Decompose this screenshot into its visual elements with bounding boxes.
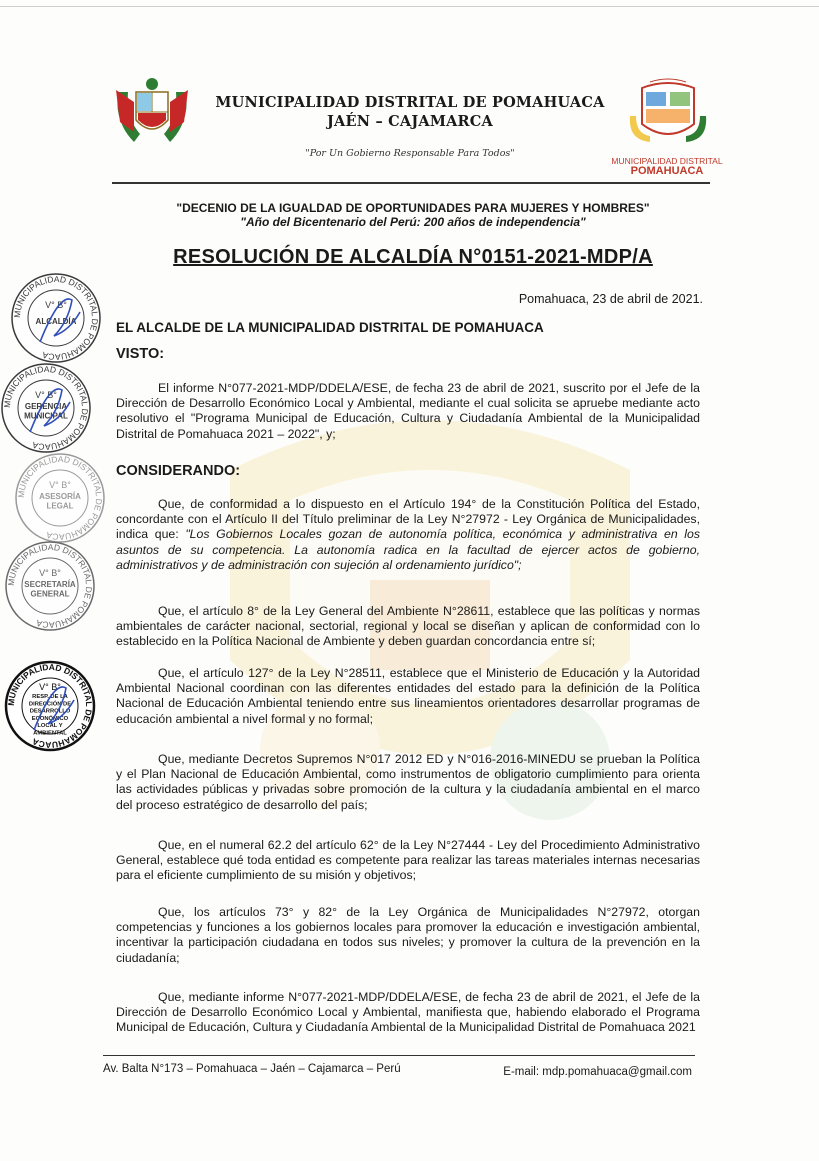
p3-text: Que, el artículo 127° de la Ley N°28511, establece que el Ministerio de Educación y la Autoridad Ambiental Nacional coordinan con las diferentes entidades del estado para la definición de la Política Nacional de Educación Ambiental teniendo entre sus lineamientos orientadores desarrollar programas de educación ambiental a nivel formal y no formal; <box>116 666 700 726</box>
stamp-role-text: LEGAL <box>46 501 74 511</box>
stamp-role-text: DIRECCIÓN DE <box>28 701 72 708</box>
municipal-logo-label <box>598 156 736 176</box>
stamp-role-text: ECONÓMICO <box>31 715 69 722</box>
p4-text: Que, mediante Decretos Supremos N°017 2012 ED y N°016-2016-MINEDU se prueban la Política y el Plan Nacional de Educación Ambiental, como instrumentos de obligatorio cumplimiento para orienta las actividades públicas y privadas sobre promoción de la cultura y la ciudadanía ambiental en el marco del proceso estratégico de desarrollo del país; <box>116 752 700 812</box>
stamp-arc-text: MUNICIPALIDAD DISTRITAL DE POMAHUACA <box>15 453 105 543</box>
resolution-title: RESOLUCIÓN DE ALCALDÍA N°0151-2021-MDP/A <box>173 246 653 268</box>
visto-heading: VISTO: <box>116 346 165 362</box>
stamp-arc-text: MUNICIPALIDAD DISTRITAL DE POMAHUACA <box>11 273 101 363</box>
municipal-logo-label-big: POMAHUACA <box>630 165 704 177</box>
stamp-role-text: LOCAL Y <box>37 723 63 730</box>
stamp-arc-text: MUNICIPALIDAD DISTRITAL DE POMAHUACA <box>5 541 95 631</box>
stamp-role-text: AMBIENTAL <box>33 730 67 737</box>
footer-email: E-mail: mdp.pomahuaca@gmail.com <box>503 1066 692 1078</box>
stamp-role-text: MUNICIPAL <box>24 411 68 421</box>
stamp-arc-text: MUNICIPALIDAD DISTRITAL DE POMAHUACA <box>5 661 95 751</box>
considerando-paragraph-6 <box>116 905 700 966</box>
scan-edge-line <box>0 6 819 7</box>
stamp-vb-text: V° B° <box>49 480 71 490</box>
seal-icon <box>10 272 102 364</box>
visto-text: El informe N°077-2021-MDP/DDELA/ESE, de fecha 23 de abril de 2021, suscrito por el Jefe de la Dirección de Desarrollo Económico Local y Ambiental, mediante el cual solicita se apruebe mediante acto resolutivo el "Programa Municipal de Educación, Cultura y Ciudadanía Ambiental de la Municipalidad Distrital de Pomahuaca 2021 – 2022", y; <box>116 381 700 441</box>
stamp-role-text: RESP. DE LA <box>32 694 68 700</box>
approval-stamp <box>14 452 106 544</box>
stamp-role-text: DESARROLLO <box>29 708 71 715</box>
stamp-role-text: ASESORÍA <box>39 492 81 501</box>
seal-icon <box>4 660 96 752</box>
stamp-role-text: GERENCIA <box>24 402 68 411</box>
p6-text: Que, los artículos 73° y 82° de la Ley Orgánica de Municipalidades N°27972, otorgan competencias y funciones a los gobiernos locales para promover la educación e investigación ambiental, incentivar la participación ciudadana en todos sus niveles; y promover la cultura de la prevención en la ciudadanía; <box>116 905 700 965</box>
org-name-line2: JAÉN – CAJAMARCA <box>326 113 493 130</box>
considerando-paragraph-5 <box>116 838 700 884</box>
considerando-paragraph-2 <box>116 604 700 650</box>
p7-text: Que, mediante informe N°077-2021-MDP/DDELA/ESE, de fecha 23 de abril de 2021, el Jefe de la Dirección de Desarrollo Económico Local y Ambiental, manifiesta que, habiendo elaborado el Programa Municipal de Educación, Cultura y Ciudadanía Ambiental de la Municipalidad Distrital de Pomahuaca 2021 <box>116 990 700 1035</box>
mayor-heading: EL ALCALDE DE LA MUNICIPALIDAD DISTRITAL DE POMAHUACA <box>116 320 544 335</box>
seal-icon <box>4 540 96 632</box>
p2-text: Que, el artículo 8° de la Ley General del Ambiente N°28611, establece que las políticas y normas ambientales de carácter nacional, sectorial, regional y local se diseñan y aplican de conformidad con lo establecido en la Política Nacional de Ambiente y deben guardan concordancia entre sí; <box>116 604 700 649</box>
footer-divider <box>103 1055 695 1056</box>
approval-stamp <box>10 272 102 364</box>
stamp-vb-text: V° B° <box>39 682 61 692</box>
organization-name <box>200 93 620 131</box>
stamp-arc-text: MUNICIPALIDAD DISTRITAL DE POMAHUACA <box>1 363 91 453</box>
resolution-date: Pomahuaca, 23 de abril de 2021. <box>518 292 703 306</box>
header-divider <box>112 182 710 184</box>
p1-text: Que, de conformidad a lo dispuesto en el Artículo 194° de la Constitución Política del Estado, concordante con el Artículo II del Título preliminar de la Ley N°27972 - Ley Orgánica de Municipalidades, indica que: <box>116 497 700 542</box>
decade-line2: "Año del Bicentenario del Perú: 200 años de independencia" <box>240 215 586 229</box>
seal-icon <box>0 362 92 454</box>
motto: "Por Un Gobierno Responsable Para Todos" <box>305 148 515 159</box>
decade-heading <box>118 201 708 229</box>
decade-line1: "DECENIO DE LA IGUALDAD DE OPORTUNIDADES PARA MUJERES Y HOMBRES" <box>176 201 650 215</box>
visto-paragraph <box>116 381 700 442</box>
approval-stamp <box>4 660 96 752</box>
peru-coat-of-arms-icon <box>112 72 192 152</box>
approval-stamp <box>0 362 92 454</box>
p5-text: Que, en el numeral 62.2 del artículo 62° de la Ley N°27444 - Ley del Procedimiento Administrativo General, establece qué toda entidad es competente para realizar las tareas materiales internas necesarias para el eficiente cumplimiento de su misión y objetivos; <box>116 838 700 883</box>
stamp-vb-text: V° B° <box>39 568 61 578</box>
considerando-paragraph-1 <box>116 497 700 573</box>
org-name-line1: MUNICIPALIDAD DISTRITAL DE POMAHUACA <box>215 94 605 111</box>
stamp-role-text: GENERAL <box>30 589 70 599</box>
p1-quote: "Los Gobiernos Locales gozan de autonomía política, económica y administrativa en los asuntos de su competencia. La autonomía radica en la facultad de ejercer actos de gobierno, administrativos y de administración con sujeción al ordenamiento jurídico"; <box>116 527 700 572</box>
municipal-logo-icon <box>620 78 716 144</box>
considerando-paragraph-3 <box>116 666 700 727</box>
stamp-role-text: ALCALDÍA <box>35 317 77 326</box>
stamp-vb-text: V° B° <box>45 300 67 310</box>
stamp-vb-text: V° B° <box>35 390 57 400</box>
footer-address: Av. Balta N°173 – Pomahuaca – Jaén – Cajamarca – Perú <box>103 1063 401 1075</box>
seal-icon <box>14 452 106 544</box>
stamp-role-text: SECRETARÍA <box>24 580 76 589</box>
approval-stamp <box>4 540 96 632</box>
considerando-heading: CONSIDERANDO: <box>116 463 241 479</box>
considerando-paragraph-4 <box>116 752 700 813</box>
municipal-logo-label-small: MUNICIPALIDAD DISTRITAL <box>611 156 723 166</box>
considerando-paragraph-7 <box>116 990 700 1036</box>
